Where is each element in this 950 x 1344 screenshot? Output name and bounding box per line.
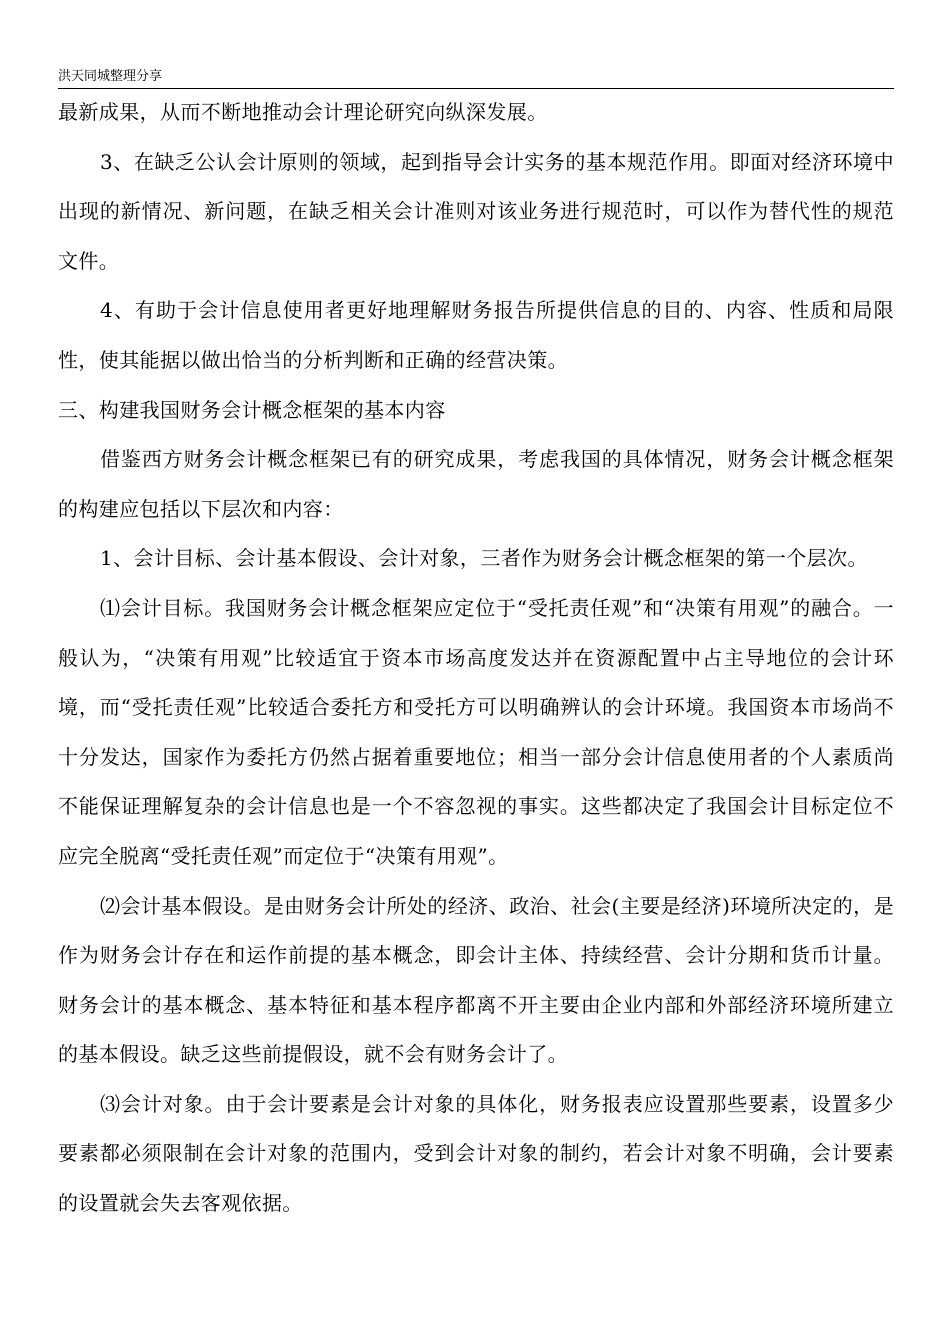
paragraph-level-1: 1、会计目标、会计基本假设、会计对象，三者作为财务会计概念框架的第一个层次。: [100, 546, 868, 571]
page-header: [58, 68, 894, 89]
header-text: 洪天同城整理分享: [58, 69, 163, 84]
paragraph-accounting-objective: ⑴会计目标。我国财务会计概念框架应定位于“受托责任观”和“决策有用观”的融合。一般认为，“决策有用观”比较适宜于资本市场高度发达并在资源配置中占主导地位的会计环境，而“受托责任观”比较适合委托方和受托方可以明确辨认的会计环境。我国资本市场尚不十分发达，国家作为委托方仍然占据着重要地位；相当一部分会计信息使用者的个人素质尚不能保证理解复杂的会计信息也是一个不容忽视的事实。这些都决定了我国会计目标定位不应完全脱离“受托责任观”而定位于“决策有用观”。: [58, 595, 894, 868]
paragraph-item-3: 3、在缺乏公认会计原则的领域，起到指导会计实务的基本规范作用。即面对经济环境中出现的新情况、新问题，在缺乏相关会计准则对该业务进行规范时，可以作为替代性的规范文件。: [58, 149, 894, 273]
paragraph-item-4: 4、有助于会计信息使用者更好地理解财务报告所提供信息的目的、内容、性质和局限性，使其能据以做出恰当的分析判断和正确的经营决策。: [58, 298, 894, 372]
document-body: [58, 88, 894, 1229]
section-heading: 三、构建我国财务会计概念框架的基本内容: [58, 397, 446, 422]
paragraph-intro: 借鉴西方财务会计概念框架已有的研究成果，考虑我国的具体情况，财务会计概念框架的构建应包括以下层次和内容：: [58, 447, 894, 521]
paragraph-accounting-object: ⑶会计对象。由于会计要素是会计对象的具体化，财务报表应设置那些要素，设置多少要素都必须限制在会计对象的范围内，受到会计对象的制约，若会计对象不明确，会计要素的设置就会失去客观依据。: [58, 1091, 894, 1216]
paragraph-continuation: 最新成果，从而不断地推动会计理论研究向纵深发展。: [58, 100, 548, 124]
paragraph-basic-assumptions: ⑵会计基本假设。是由财务会计所处的经济、政治、社会(主要是经济)环境所决定的，是作为财务会计存在和运作前提的基本概念，即会计主体、持续经营、会计分期和货币计量。财务会计的基本概念、基本特征和基本程序都离不开主要由企业内部和外部经济环境所建立的基本假设。缺乏这些前提假设，就不会有财务会计了。: [58, 893, 894, 1067]
